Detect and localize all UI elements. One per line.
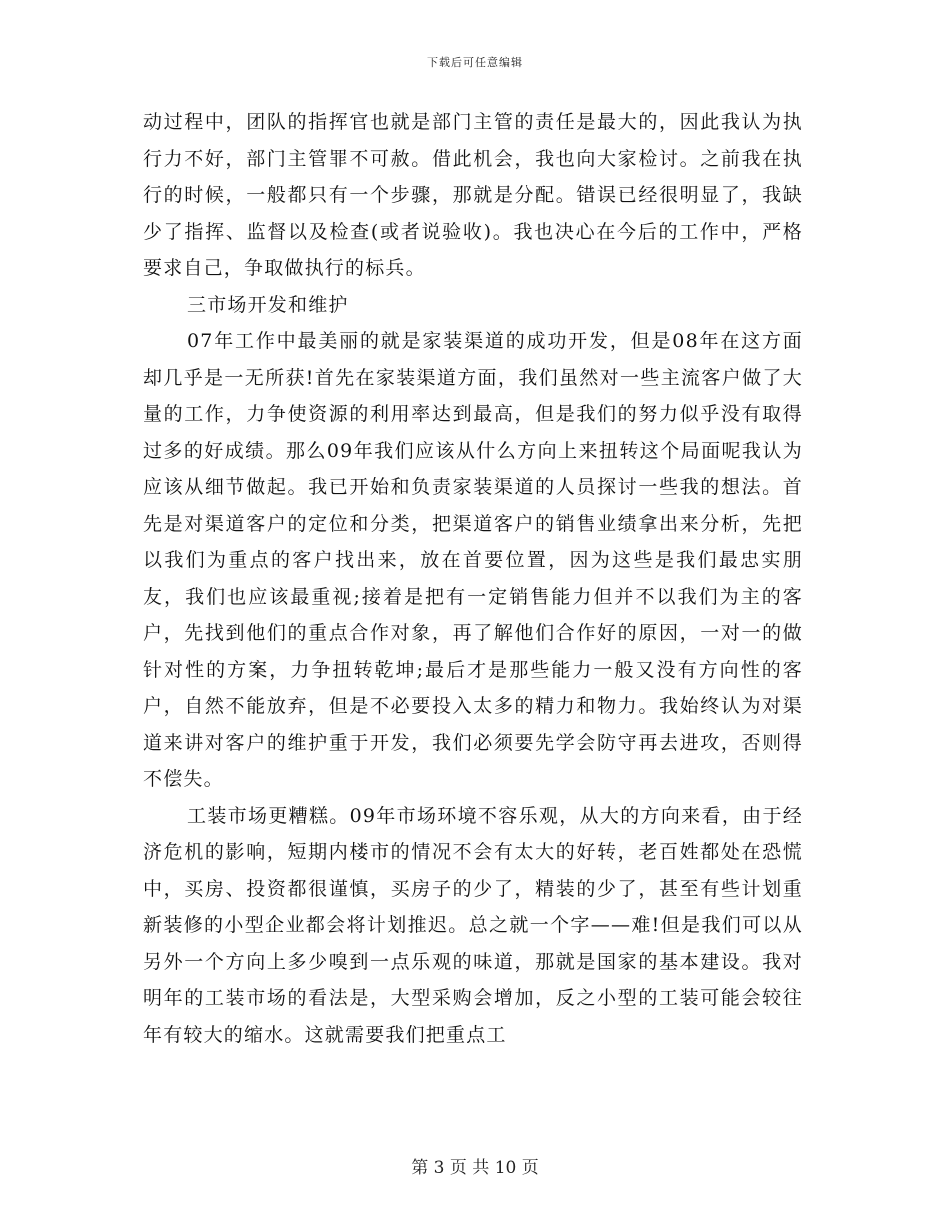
page-number-footer: 第 3 页 共 10 页: [411, 1158, 539, 1178]
page-header: 下载后可任意编辑: [427, 56, 523, 69]
paragraph-home-decoration-channel: 07年工作中最美丽的就是家装渠道的成功开发，但是08年在这方面却几乎是一无所获!首先在家装渠道方面，我们虽然对一些主流客户做了大量的工作，力争使资源的利用率达到最高，但是我们的努力似乎没有取得过多的好成绩。那么09年我们应该从什么方向上来扭转这个局面呢我认为应该从细节做起。我已开始和负责家装渠道的人员探讨一些我的想法。首先是对渠道客户的定位和分类，把渠道客户的销售业绩拿出来分析，先把以我们为重点的客户找出来，放在首要位置，因为这些是我们最忠实朋友，我们也应该最重视;接着是把有一定销售能力但并不以我们为主的客户，先找到他们的重点合作对象，再了解他们合作好的原因，一对一的做针对性的方案，力争扭转乾坤;最后才是那些能力一般又没有方向性的客户，自然不能放弃，但是不必要投入太多的精力和物力。我始终认为对渠道来讲对客户的维护重于开发，我们必须要先学会防守再去进攻，否则得不偿失。: [143, 330, 803, 790]
paragraph-commercial-market: 工装市场更糟糕。09年市场环境不容乐观，从大的方向来看，由于经济危机的影响，短期内楼市的情况不会有太大的好转，老百姓都处在恐慌中，买房、投资都很谨慎，买房子的少了，精装的少了，甚至有些计划重新装修的小型企业都会将计划推迟。总之就一个字——难!但是我们可以从另外一个方向上多少嗅到一点乐观的味道，那就是国家的基本建设。我对明年的工装市场的看法是，大型采购会增加，反之小型的工装可能会较往年有较大的缩水。这就需要我们把重点工: [143, 804, 803, 1046]
paragraph-continuation: 动过程中，团队的指挥官也就是部门主管的责任是最大的，因此我认为执行力不好，部门主管罪不可赦。借此机会，我也向大家检讨。之前我在执行的时候，一般都只有一个步骤，那就是分配。错误已经很明显了，我缺少了指挥、监督以及检查(或者说验收)。我也决心在今后的工作中，严格要求自己，争取做执行的标兵。: [143, 111, 803, 279]
document-body: [143, 104, 803, 1053]
section-heading: 三市场开发和维护: [187, 293, 349, 316]
